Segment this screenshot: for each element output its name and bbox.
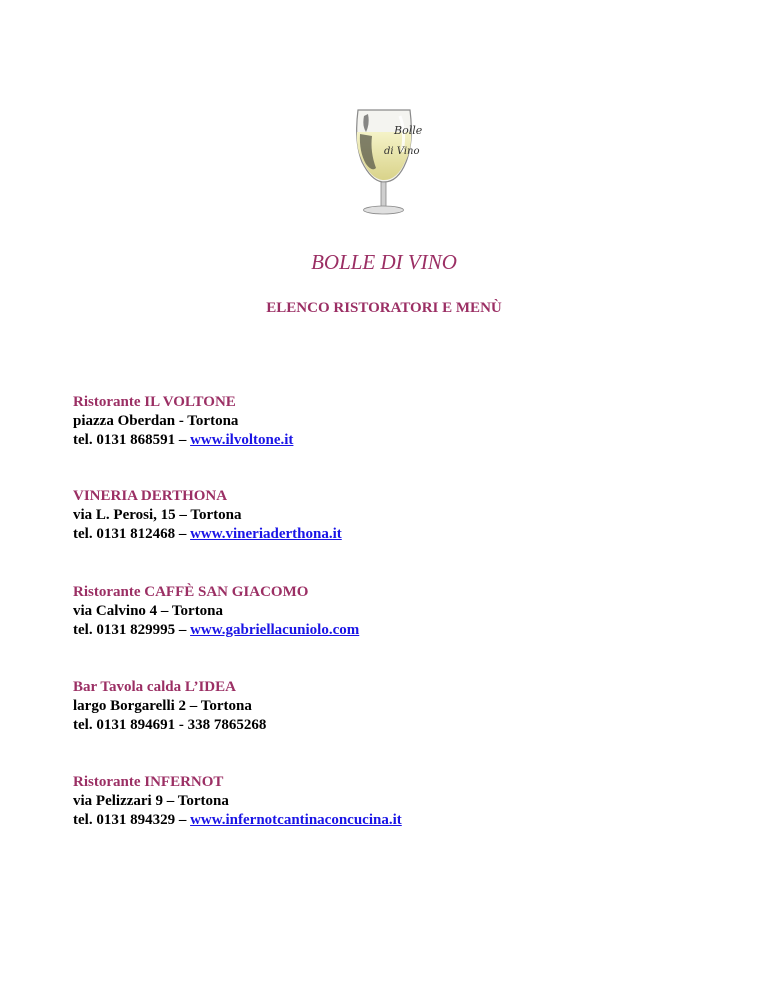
restaurant-phone: tel. 0131 894329 – [73, 812, 191, 828]
restaurant-contact [73, 525, 693, 544]
restaurant-website-link[interactable]: www.gabriellacuniolo.com [190, 622, 360, 638]
page-subtitle: ELENCO RISTORATORI E MENÙ [266, 300, 502, 316]
restaurant-contact [73, 431, 693, 450]
restaurant-name: Bar Tavola calda L’IDEA [73, 679, 236, 695]
restaurant-entry-il-voltone [73, 393, 693, 450]
restaurant-website-link[interactable]: www.vineriaderthona.it [190, 526, 342, 542]
restaurant-phone: tel. 0131 812468 – [73, 526, 191, 542]
restaurant-entry-derthona [73, 487, 693, 544]
restaurant-phone: tel. 0131 829995 – [73, 622, 191, 638]
restaurant-address: via Pelizzari 9 – Tortona [73, 793, 229, 809]
restaurant-name: Ristorante INFERNOT [73, 774, 224, 790]
restaurant-phone: tel. 0131 894691 - 338 7865268 [73, 717, 267, 733]
logo-text-line2: di Vino [384, 146, 420, 157]
restaurant-address: via L. Perosi, 15 – Tortona [73, 507, 242, 523]
restaurant-website-link[interactable]: www.ilvoltone.it [190, 432, 294, 448]
restaurant-phone: tel. 0131 868591 – [73, 432, 191, 448]
restaurant-address: piazza Oberdan - Tortona [73, 413, 239, 429]
restaurant-contact [73, 621, 693, 640]
restaurant-contact [73, 811, 693, 830]
restaurant-entry-idea [73, 678, 693, 735]
restaurant-entry-infernot [73, 773, 693, 830]
restaurant-name: VINERIA DERTHONA [73, 488, 228, 504]
restaurant-website-link[interactable]: www.infernotcantinaconcucina.it [190, 812, 402, 828]
wine-glass-icon [344, 102, 434, 220]
restaurant-name: Ristorante IL VOLTONE [73, 394, 236, 410]
restaurant-address: via Calvino 4 – Tortona [73, 603, 224, 619]
logo-text-line1: Bolle [394, 124, 423, 137]
restaurant-entry-san-giacomo [73, 583, 693, 640]
wine-glass-logo [344, 102, 434, 220]
page-title: BOLLE DI VINO [311, 250, 457, 274]
restaurant-name: Ristorante CAFFÈ SAN GIACOMO [73, 584, 309, 600]
restaurant-address: largo Borgarelli 2 – Tortona [73, 698, 252, 714]
